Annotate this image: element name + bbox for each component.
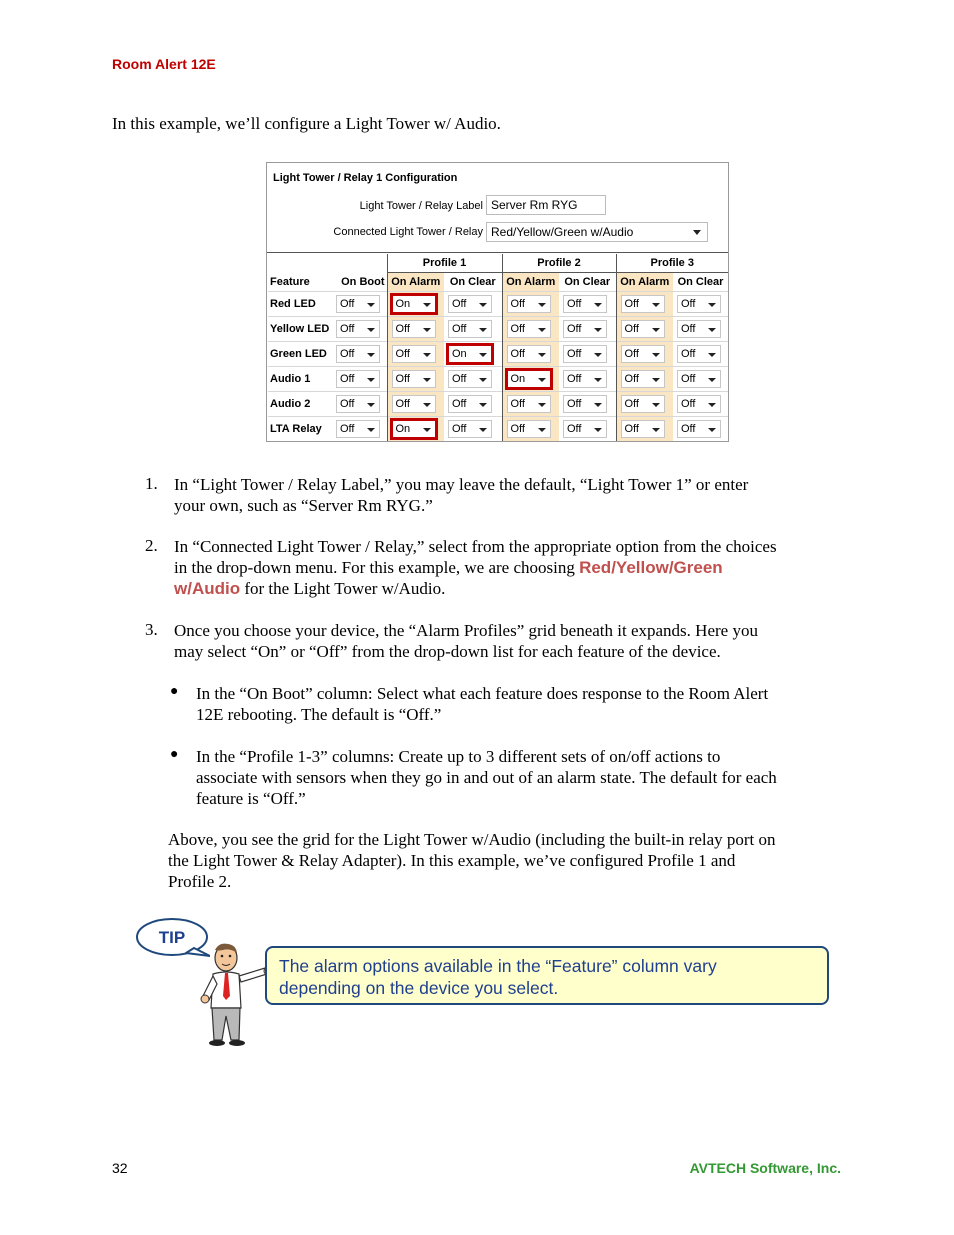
chevron-down-icon bbox=[423, 353, 431, 357]
chevron-down-icon bbox=[652, 378, 660, 382]
select-value: Off bbox=[681, 348, 696, 360]
p2-on-alarm-select[interactable] bbox=[507, 420, 551, 438]
step-3-number: 3. bbox=[145, 620, 158, 639]
p3-on-alarm-select[interactable] bbox=[621, 295, 665, 313]
grid-cell bbox=[332, 367, 387, 392]
chevron-down-icon bbox=[708, 328, 716, 332]
light-tower-label-input[interactable] bbox=[486, 195, 606, 215]
grid-cell bbox=[616, 292, 673, 317]
p1-on-alarm-select[interactable] bbox=[392, 420, 436, 438]
p1-on-alarm-select[interactable] bbox=[392, 395, 436, 413]
grid-cell bbox=[332, 292, 387, 317]
grid-cell bbox=[673, 417, 728, 442]
connected-light-tower-value: Red/Yellow/Green w/Audio bbox=[491, 225, 634, 239]
grid-cell bbox=[616, 317, 673, 342]
p3-on-clear-select[interactable] bbox=[677, 420, 721, 438]
p3-on-clear-select[interactable] bbox=[677, 370, 721, 388]
chevron-down-icon bbox=[423, 428, 431, 432]
bullet-1-line-1: In the “On Boot” column: Select what each feature does response to the Room Alert bbox=[196, 684, 769, 703]
grid-cell bbox=[387, 317, 444, 342]
select-value: Off bbox=[567, 348, 582, 360]
p2-on-alarm-select[interactable] bbox=[507, 345, 551, 363]
step-2-highlight-2: w/Audio bbox=[174, 579, 241, 598]
grid-cell bbox=[559, 342, 616, 367]
bullet-1-line-2: 12E rebooting. The default is “Off.” bbox=[196, 705, 442, 724]
table-row bbox=[268, 392, 728, 417]
bullet-2-line-3: feature is “Off.” bbox=[196, 789, 306, 808]
grid-cell bbox=[502, 392, 559, 417]
grid-cell bbox=[502, 367, 559, 392]
p1-on-alarm-header: On Alarm bbox=[387, 273, 444, 292]
step-1-line-2: your own, such as “Server Rm RYG.” bbox=[174, 496, 433, 515]
summary-line-2: the Light Tower & Relay Adapter). In this example, we’ve configured Profile 1 and bbox=[168, 851, 736, 870]
on-boot-select[interactable] bbox=[336, 320, 380, 338]
select-value: Off bbox=[510, 348, 525, 360]
chevron-down-icon bbox=[708, 303, 716, 307]
select-value: Off bbox=[624, 373, 639, 385]
p2-on-clear-select[interactable] bbox=[563, 370, 607, 388]
chevron-down-icon bbox=[708, 353, 716, 357]
p2-on-alarm-select[interactable] bbox=[507, 295, 551, 313]
grid-cell bbox=[332, 417, 387, 442]
grid-cell bbox=[332, 342, 387, 367]
select-value: Off bbox=[340, 298, 355, 310]
grid-cell bbox=[444, 317, 502, 342]
chevron-down-icon bbox=[538, 378, 546, 382]
summary-line-3: Profile 2. bbox=[168, 872, 232, 891]
feature-name: LTA Relay bbox=[268, 417, 332, 442]
chevron-down-icon bbox=[652, 428, 660, 432]
select-value: Off bbox=[340, 423, 355, 435]
chevron-down-icon bbox=[367, 378, 375, 382]
grid-cell bbox=[387, 342, 444, 367]
cartoon-man-pointing-icon bbox=[195, 940, 275, 1050]
select-value: Off bbox=[567, 423, 582, 435]
p1-on-alarm-select[interactable] bbox=[392, 320, 436, 338]
chevron-down-icon bbox=[538, 403, 546, 407]
select-value: Off bbox=[681, 423, 696, 435]
connected-light-tower-caption: Connected Light Tower / Relay bbox=[333, 226, 483, 238]
p2-on-alarm-header: On Alarm bbox=[502, 273, 559, 292]
step-2-line-2-text: in the drop-down menu. For this example, we are choosing bbox=[174, 558, 580, 577]
document-header-title: Room Alert 12E bbox=[112, 56, 216, 72]
chevron-down-icon bbox=[708, 403, 716, 407]
p3-on-alarm-select[interactable] bbox=[621, 320, 665, 338]
select-value: Off bbox=[510, 298, 525, 310]
grid-cell bbox=[387, 367, 444, 392]
select-value: Off bbox=[681, 298, 696, 310]
chevron-down-icon bbox=[479, 303, 487, 307]
chevron-down-icon bbox=[479, 328, 487, 332]
feature-name: Green LED bbox=[268, 342, 332, 367]
p3-on-clear-select[interactable] bbox=[677, 345, 721, 363]
tip-label: TIP bbox=[158, 928, 186, 947]
select-value: On bbox=[510, 373, 526, 385]
chevron-down-icon bbox=[594, 403, 602, 407]
grid-cell bbox=[616, 367, 673, 392]
feature-name: Audio 1 bbox=[268, 367, 332, 392]
step-2-line-1: In “Connected Light Tower / Relay,” select from the appropriate option from the choices bbox=[174, 537, 777, 556]
select-value: Off bbox=[510, 323, 525, 335]
chevron-down-icon bbox=[708, 428, 716, 432]
grid-cell bbox=[502, 317, 559, 342]
grid-cell bbox=[673, 367, 728, 392]
select-value: Off bbox=[452, 423, 467, 435]
p3-on-alarm-select[interactable] bbox=[621, 345, 665, 363]
chevron-down-icon bbox=[594, 353, 602, 357]
chevron-down-icon bbox=[538, 328, 546, 332]
select-value: Off bbox=[567, 373, 582, 385]
chevron-down-icon bbox=[708, 378, 716, 382]
p3-on-alarm-select[interactable] bbox=[621, 420, 665, 438]
chevron-down-icon bbox=[652, 353, 660, 357]
grid-cell bbox=[559, 292, 616, 317]
grid-cell bbox=[444, 367, 502, 392]
select-value: Off bbox=[340, 323, 355, 335]
on-boot-column-header: On Boot bbox=[341, 275, 385, 288]
feature-name: Audio 2 bbox=[268, 392, 332, 417]
page-number: 32 bbox=[112, 1160, 128, 1176]
chevron-down-icon bbox=[652, 403, 660, 407]
tip-box bbox=[265, 946, 829, 1005]
chevron-down-icon bbox=[538, 303, 546, 307]
select-value: On bbox=[452, 348, 467, 360]
grid-cell bbox=[559, 392, 616, 417]
chevron-down-icon bbox=[423, 403, 431, 407]
p2-on-alarm-select[interactable] bbox=[507, 395, 551, 413]
step-1-line-1: In “Light Tower / Relay Label,” you may leave the default, “Light Tower 1” or enter bbox=[174, 475, 749, 494]
grid-cell bbox=[502, 417, 559, 442]
profile-3-header: Profile 3 bbox=[616, 254, 728, 273]
table-row bbox=[268, 342, 728, 367]
select-value: Off bbox=[681, 323, 696, 335]
select-value: Off bbox=[681, 373, 696, 385]
chevron-down-icon bbox=[367, 428, 375, 432]
grid-cell bbox=[444, 292, 502, 317]
select-value: Off bbox=[567, 398, 582, 410]
chevron-down-icon bbox=[479, 403, 487, 407]
grid-cell bbox=[673, 317, 728, 342]
p2-on-clear-select[interactable] bbox=[563, 420, 607, 438]
p2-on-clear-select[interactable] bbox=[563, 320, 607, 338]
select-value: Off bbox=[624, 398, 639, 410]
p3-on-clear-select[interactable] bbox=[677, 295, 721, 313]
grid-cell bbox=[444, 342, 502, 367]
grid-cell bbox=[387, 292, 444, 317]
select-value: Off bbox=[567, 298, 582, 310]
select-value: Off bbox=[340, 348, 355, 360]
alarm-profiles-grid bbox=[268, 254, 728, 441]
p1-on-clear-select[interactable] bbox=[448, 295, 492, 313]
grid-cell bbox=[332, 317, 387, 342]
p2-on-clear-header: On Clear bbox=[564, 276, 611, 288]
feature-column-header: Feature bbox=[270, 275, 310, 288]
chevron-down-icon bbox=[423, 328, 431, 332]
p1-on-alarm-select[interactable] bbox=[392, 345, 436, 363]
step-2-highlight-1: Red/Yellow/Green bbox=[579, 558, 723, 577]
grid-cell bbox=[616, 417, 673, 442]
footer-company: AVTECH Software, Inc. bbox=[689, 1160, 841, 1176]
feature-name: Yellow LED bbox=[268, 317, 332, 342]
p3-on-clear-header: On Clear bbox=[677, 276, 724, 288]
bullet-2-line-1: In the “Profile 1-3” columns: Create up to 3 different sets of on/off actions to bbox=[196, 747, 721, 766]
chevron-down-icon bbox=[594, 378, 602, 382]
p1-on-clear-select[interactable] bbox=[448, 370, 492, 388]
chevron-down-icon bbox=[479, 428, 487, 432]
select-value: Off bbox=[624, 323, 639, 335]
tip-text-line-1: The alarm options available in the “Feature” column vary bbox=[279, 956, 717, 976]
tip-text-line-2: depending on the device you select. bbox=[279, 978, 559, 998]
grid-cell bbox=[616, 342, 673, 367]
p1-on-clear-select[interactable] bbox=[448, 395, 492, 413]
table-row bbox=[268, 317, 728, 342]
grid-cell bbox=[673, 342, 728, 367]
chevron-down-icon bbox=[423, 303, 431, 307]
on-boot-select[interactable] bbox=[336, 295, 380, 313]
select-value: Off bbox=[395, 373, 410, 385]
p1-on-alarm-select[interactable] bbox=[392, 370, 436, 388]
p3-on-clear-select[interactable] bbox=[677, 320, 721, 338]
chevron-down-icon bbox=[479, 378, 487, 382]
light-tower-label-caption: Light Tower / Relay Label bbox=[359, 200, 483, 212]
profile-1-header: Profile 1 bbox=[387, 254, 502, 273]
panel-divider bbox=[267, 252, 728, 253]
panel-title: Light Tower / Relay 1 Configuration bbox=[273, 172, 458, 184]
select-value: Off bbox=[395, 398, 410, 410]
select-value: Off bbox=[452, 298, 467, 310]
grid-cell bbox=[673, 392, 728, 417]
p3-on-alarm-select[interactable] bbox=[621, 370, 665, 388]
chevron-down-icon bbox=[652, 303, 660, 307]
chevron-down-icon bbox=[367, 328, 375, 332]
step-1-number: 1. bbox=[145, 474, 158, 493]
grid-cell bbox=[559, 317, 616, 342]
p2-on-alarm-select[interactable] bbox=[507, 320, 551, 338]
chevron-down-icon bbox=[594, 303, 602, 307]
p2-on-clear-select[interactable] bbox=[563, 295, 607, 313]
grid-cell bbox=[387, 417, 444, 442]
select-value: Off bbox=[567, 323, 582, 335]
grid-cell bbox=[387, 392, 444, 417]
step-2-number: 2. bbox=[145, 536, 158, 555]
select-value: Off bbox=[510, 423, 525, 435]
select-value: Off bbox=[510, 398, 525, 410]
chevron-down-icon bbox=[423, 378, 431, 382]
p2-on-alarm-select[interactable] bbox=[507, 370, 551, 388]
select-value: Off bbox=[340, 373, 355, 385]
select-value: On bbox=[395, 298, 411, 310]
step-3-line-2: may select “On” or “Off” from the drop-down list for each feature of the device. bbox=[174, 642, 721, 661]
table-row bbox=[268, 367, 728, 392]
on-boot-select[interactable] bbox=[336, 345, 380, 363]
chevron-down-icon bbox=[538, 353, 546, 357]
step-2-line-2 bbox=[174, 557, 723, 578]
profile-2-header: Profile 2 bbox=[502, 254, 616, 273]
connected-light-tower-select[interactable] bbox=[486, 222, 708, 242]
intro-paragraph: In this example, we’ll configure a Light Tower w/ Audio. bbox=[112, 114, 501, 133]
grid-cell bbox=[332, 392, 387, 417]
chevron-down-icon bbox=[652, 328, 660, 332]
chevron-down-icon bbox=[367, 303, 375, 307]
step-2-line-3-text: for the Light Tower w/Audio. bbox=[240, 579, 446, 598]
light-tower-config-panel bbox=[266, 162, 729, 442]
grid-cell bbox=[502, 292, 559, 317]
bullet-2-line-2: associate with sensors when they go in and out of an alarm state. The default for each bbox=[196, 768, 777, 787]
grid-cell bbox=[444, 392, 502, 417]
p1-on-clear-header: On Clear bbox=[449, 276, 496, 288]
chevron-down-icon bbox=[367, 403, 375, 407]
select-value: Off bbox=[340, 398, 355, 410]
select-value: Off bbox=[395, 323, 410, 335]
p1-on-clear-select[interactable] bbox=[448, 420, 492, 438]
on-boot-select[interactable] bbox=[336, 395, 380, 413]
table-row bbox=[268, 417, 728, 442]
step-3-line-1: Once you choose your device, the “Alarm Profiles” grid beneath it expands. Here you bbox=[174, 621, 758, 640]
chevron-down-icon bbox=[538, 428, 546, 432]
grid-cell bbox=[502, 342, 559, 367]
select-value: On bbox=[395, 423, 411, 435]
select-value: Off bbox=[452, 373, 467, 385]
bullet-dot-1: ● bbox=[170, 684, 179, 699]
on-boot-select[interactable] bbox=[336, 420, 380, 438]
grid-cell bbox=[673, 292, 728, 317]
chevron-down-icon bbox=[693, 230, 701, 235]
p1-on-clear-select[interactable] bbox=[448, 345, 492, 363]
select-value: Off bbox=[681, 398, 696, 410]
p3-on-clear-select[interactable] bbox=[677, 395, 721, 413]
select-value: Off bbox=[395, 348, 410, 360]
p2-on-clear-select[interactable] bbox=[563, 345, 607, 363]
grid-cell bbox=[444, 417, 502, 442]
chevron-down-icon bbox=[594, 428, 602, 432]
select-value: Off bbox=[624, 298, 639, 310]
grid-cell bbox=[559, 367, 616, 392]
summary-line-1: Above, you see the grid for the Light Tower w/Audio (including the built-in relay port on bbox=[168, 830, 776, 849]
step-2-line-3 bbox=[174, 578, 445, 599]
select-value: Off bbox=[624, 348, 639, 360]
chevron-down-icon bbox=[594, 328, 602, 332]
grid-cell bbox=[616, 392, 673, 417]
on-boot-select[interactable] bbox=[336, 370, 380, 388]
p2-on-clear-select[interactable] bbox=[563, 395, 607, 413]
p3-on-alarm-header: On Alarm bbox=[616, 273, 673, 292]
p1-on-clear-select[interactable] bbox=[448, 320, 492, 338]
bullet-dot-2: ● bbox=[170, 747, 179, 762]
select-value: Off bbox=[452, 398, 467, 410]
table-row bbox=[268, 292, 728, 317]
p1-on-alarm-select[interactable] bbox=[392, 295, 436, 313]
grid-cell bbox=[559, 417, 616, 442]
p3-on-alarm-select[interactable] bbox=[621, 395, 665, 413]
feature-name: Red LED bbox=[268, 292, 332, 317]
chevron-down-icon bbox=[367, 353, 375, 357]
chevron-down-icon bbox=[479, 353, 487, 357]
select-value: Off bbox=[452, 323, 467, 335]
select-value: Off bbox=[624, 423, 639, 435]
